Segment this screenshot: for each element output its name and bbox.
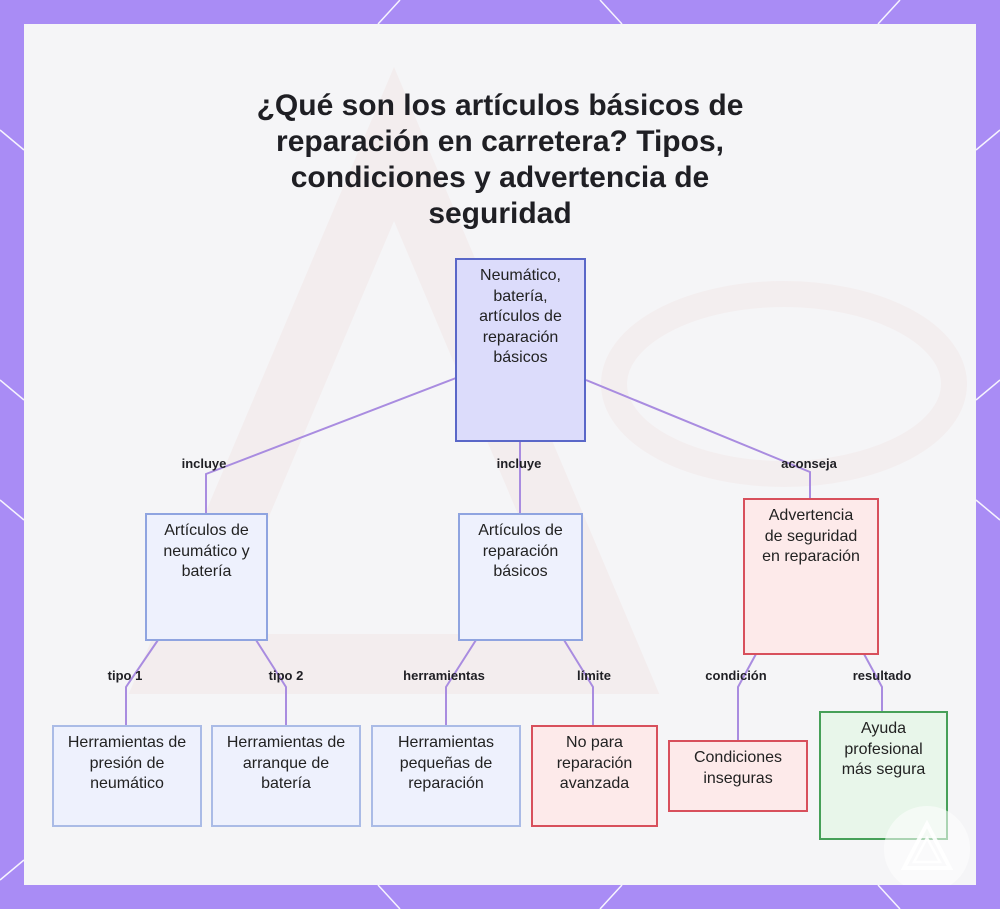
- node-tire-pressure-tools: Herramientas de presión de neumático: [52, 725, 202, 827]
- triangle-logo-icon: [882, 804, 972, 885]
- node-not-advanced: No para reparación avanzada: [531, 725, 658, 827]
- edge-label-condition: condición: [705, 668, 767, 683]
- node-unsafe-conditions: Condiciones inseguras: [668, 740, 808, 812]
- diagram-panel: [24, 24, 976, 885]
- node-battery-start-tools: Herramientas de arranque de batería: [211, 725, 361, 827]
- node-safety-warning: Advertencia de seguridad en reparación: [743, 498, 879, 655]
- node-professional-help: Ayuda profesional más segura: [819, 711, 948, 840]
- edge-label-includes: incluye: [496, 456, 542, 471]
- edge-condition: [738, 654, 756, 740]
- edge-root-safety: [586, 380, 810, 499]
- node-small-repair-tools: Herramientas pequeñas de reparación: [371, 725, 521, 827]
- node-basic-repair-items: Artículos de reparación básicos: [458, 513, 583, 641]
- edge-label-includes: incluye: [181, 456, 227, 471]
- edge-label-tools: herramientas: [403, 668, 485, 683]
- edge-label-limit: límite: [577, 668, 611, 683]
- node-root: Neumático, batería, artículos de reparación básicos: [455, 258, 586, 442]
- node-tire-battery-items: Artículos de neumático y batería: [145, 513, 268, 641]
- edge-label-type-1: tipo 1: [107, 668, 143, 683]
- edge-label-type-2: tipo 2: [268, 668, 304, 683]
- edge-label-advises: aconseja: [781, 456, 837, 471]
- edge-root-tire-battery: [206, 378, 456, 514]
- edge-label-result: resultado: [852, 668, 912, 683]
- diagram-title: ¿Qué son los artículos básicos de reparación en carretera? Tipos, condiciones y advertencia de seguridad: [256, 89, 744, 230]
